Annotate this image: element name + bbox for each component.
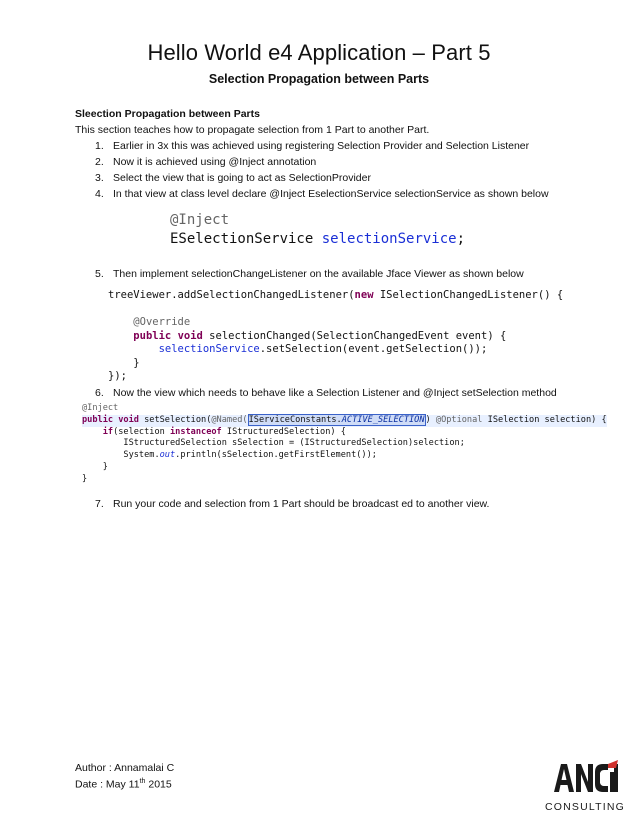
list-number: 5. (95, 268, 104, 280)
code-line (108, 330, 563, 344)
code-text: ISelection selection) { (482, 414, 607, 425)
footer-date (75, 778, 172, 791)
code-keyword: public (82, 414, 114, 425)
code-line (108, 289, 563, 303)
list-number: 6. (95, 387, 104, 399)
code-keyword: void (118, 414, 139, 425)
document-title: Hello World e4 Application – Part 5 (147, 40, 491, 65)
list-text: Run your code and selection from 1 Part should be broadcast ed to another view. (113, 498, 490, 510)
code-snippet-set-selection (82, 403, 607, 486)
code-text: } (82, 473, 88, 484)
code-line (82, 427, 607, 439)
code-keyword: if (102, 426, 114, 437)
code-semicolon: ; (456, 231, 466, 247)
list-item (95, 188, 549, 200)
list-text: Now it is achieved using @Inject annotation (113, 156, 317, 168)
list-text: In that view at class level declare @Inject EselectionService selectionService as shown below (113, 188, 549, 200)
code-text: System. (123, 450, 160, 461)
intro-paragraph: This section teaches how to propagate selection from 1 Part to another Part. (75, 124, 430, 136)
list-text: Select the view that is going to act as SelectionProvider (113, 172, 371, 184)
code-line (82, 474, 607, 486)
code-text: setSelection( (138, 414, 212, 425)
ancit-consulting-logo (544, 760, 626, 816)
code-annotation: @Optional (435, 414, 483, 425)
code-keyword: public (133, 329, 172, 342)
code-text: } (102, 461, 108, 472)
date-superscript: th (139, 778, 146, 785)
code-highlighted-line (82, 415, 607, 427)
code-text: }); (108, 370, 127, 382)
date-text: Date : May 11 (75, 778, 140, 791)
code-line (108, 343, 563, 357)
list-text: Earlier in 3x this was achieved using registering Selection Provider and Selection Listener (113, 140, 530, 152)
code-line (108, 370, 563, 384)
code-line (82, 438, 607, 450)
footer-author: Author : Annamalai C (75, 762, 175, 774)
list-number: 3. (95, 172, 104, 184)
list-text: Then implement selectionChangeListener on the available Jface Viewer as shown below (113, 268, 524, 280)
code-line (82, 415, 607, 427)
code-text: IStructuredSelection sSelection = (IStructuredSelection)selection; (123, 438, 465, 449)
code-annotation: @Named( (211, 414, 248, 425)
code-line (108, 303, 563, 317)
list-item (95, 140, 529, 152)
code-text: ISelectionChangedListener() { (373, 289, 564, 301)
code-type: ESelectionService (170, 231, 314, 247)
code-annotation: @Override (133, 316, 191, 328)
code-keyword: instanceof (169, 426, 222, 437)
code-keyword: new (354, 289, 374, 301)
date-text: 2015 (145, 778, 172, 791)
list-number: 2. (95, 156, 104, 168)
code-line (82, 450, 607, 462)
code-snippet-selection-listener (108, 289, 563, 384)
code-text: } (133, 356, 140, 369)
code-text: .setSelection(event.getSelection()); (259, 343, 488, 355)
code-static-field: out (159, 450, 176, 461)
code-text: IServiceConstants. (248, 414, 342, 425)
code-line (108, 357, 563, 371)
code-annotation: @Inject (82, 403, 119, 413)
code-line (108, 316, 563, 330)
code-selection (248, 414, 426, 426)
logo-tagline: CONSULTING (544, 801, 626, 813)
code-text: treeViewer.addSelectionChangedListener( (108, 289, 355, 301)
list-item (95, 387, 557, 399)
list-number: 1. (95, 140, 104, 152)
list-number: 4. (95, 188, 104, 200)
code-line (82, 462, 607, 474)
code-text: .println(sSelection.getFirstElement()); (175, 450, 377, 461)
code-constant: ACTIVE_SELECTION (341, 414, 425, 425)
code-field: selectionService (321, 231, 457, 247)
code-snippet-inject-field (170, 211, 465, 249)
list-text: Now the view which needs to behave like a Selection Listener and @Inject setSelection method (113, 387, 557, 399)
code-keyword: void (177, 329, 203, 342)
list-number: 7. (95, 498, 104, 510)
list-item (95, 156, 316, 168)
list-item (95, 268, 524, 280)
list-item (95, 172, 371, 184)
code-text: (selection (113, 426, 170, 437)
section-heading: Sleection Propagation between Parts (75, 108, 260, 120)
code-text: ) (425, 414, 436, 425)
code-field: selectionService (158, 343, 260, 355)
list-item (95, 498, 489, 510)
code-annotation: @Inject (170, 212, 230, 228)
code-text: IStructuredSelection) { (221, 426, 346, 437)
document-subtitle: Selection Propagation between Parts (208, 72, 430, 86)
code-text: selectionChanged(SelectionChangedEvent event) { (202, 329, 507, 342)
